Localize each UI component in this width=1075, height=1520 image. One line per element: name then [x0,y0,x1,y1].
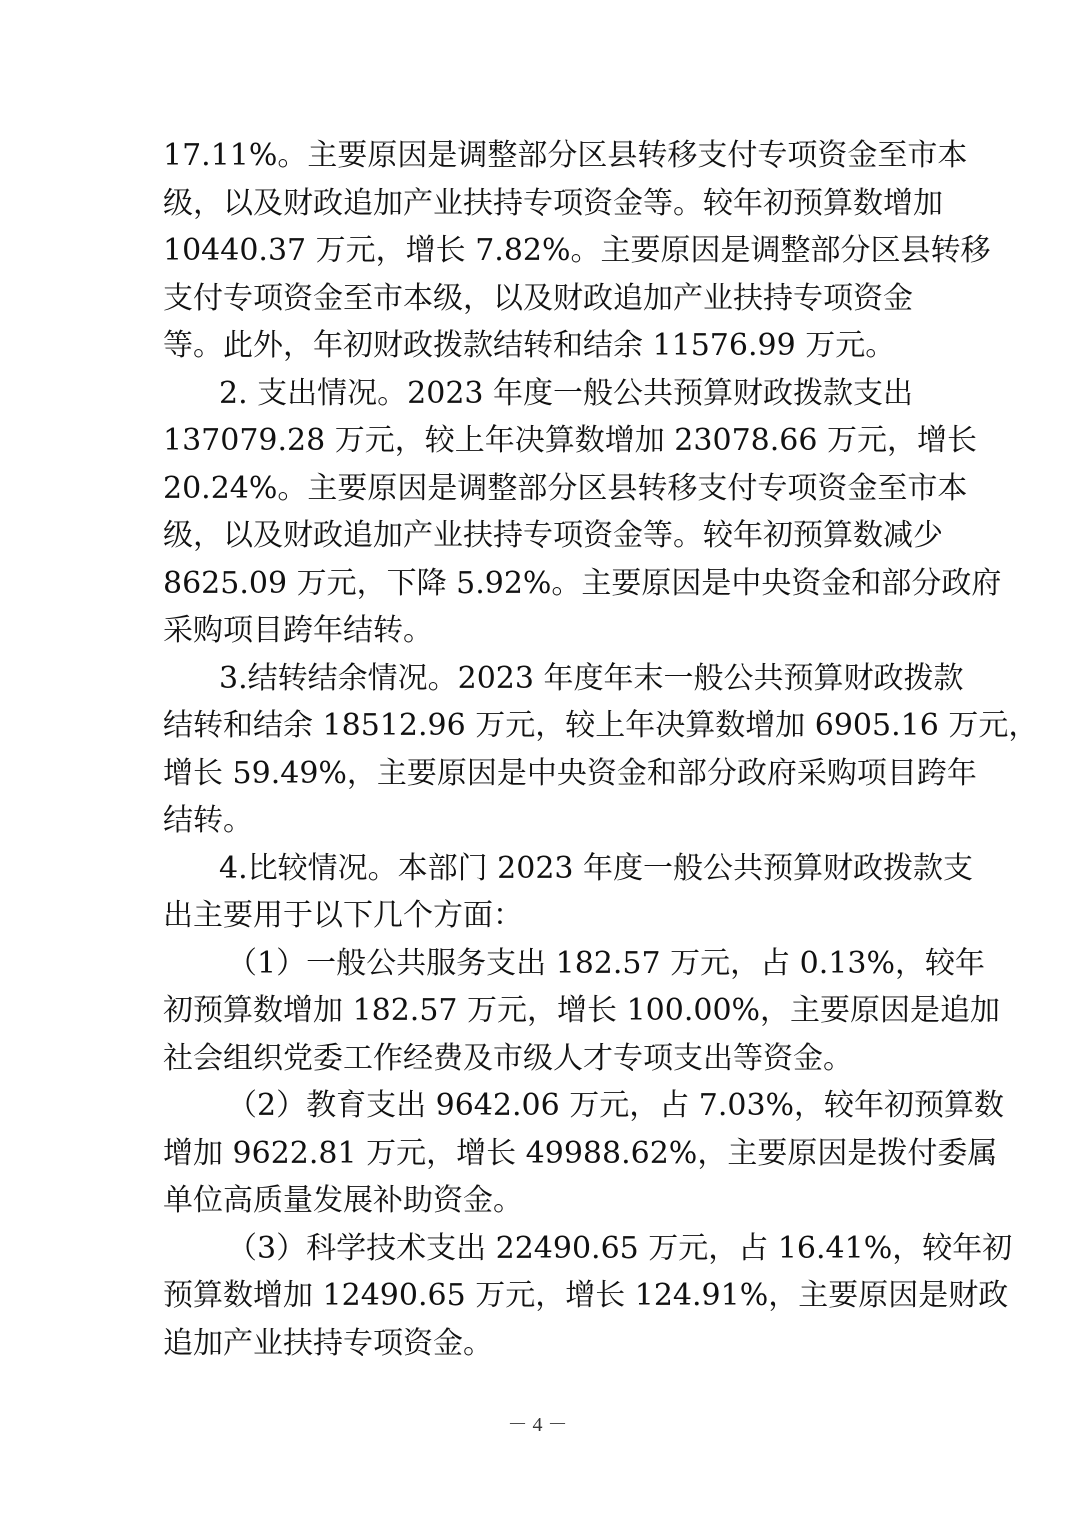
text-line: 4.比较情况。本部门 2023 年度一般公共预算财政拨款支 [219,850,974,886]
text-line: 采购项目跨年结转。 [163,613,433,648]
text-line: 初预算数增加 182.57 万元，增长 100.00%，主要原因是追加 [163,993,1001,1028]
text-line: 3.结转结余情况。2023 年度年末一般公共预算财政拨款 [219,660,964,696]
text-line: 出主要用于以下几个方面： [163,898,523,933]
text-line: 17.11%。主要原因是调整部分区县转移支付专项资金至市本 [163,138,968,173]
text-line: 结转。 [163,803,253,838]
text-line: 单位高质量发展补助资金。 [163,1183,523,1218]
text-line: 增加 9622.81 万元，增长 49988.62%，主要原因是拨付委属 [163,1135,998,1171]
text-line: 结转和结余 18512.96 万元，较上年决算数增加 6905.16 万元， [163,708,1039,743]
text-line: 20.24%。主要原因是调整部分区县转移支付专项资金至市本 [163,470,968,506]
text-line: 预算数增加 12490.65 万元，增长 124.91%，主要原因是财政 [163,1278,1009,1313]
text-line: 10440.37 万元，增长 7.82%。主要原因是调整部分区县转移 [163,233,991,268]
text-line: 社会组织党委工作经费及市级人才专项支出等资金。 [163,1040,853,1076]
text-line: 137079.28 万元，较上年决算数增加 23078.66 万元，增长 [163,423,977,458]
text-line: 级，以及财政追加产业扶持专项资金等。较年初预算数增加 [163,185,943,221]
text-line: 2. 支出情况。2023 年度一般公共预算财政拨款支出 [219,375,914,411]
body-text [163,132,1039,1367]
text-line: （3）科学技术支出 22490.65 万元，占 16.41%，较年初 [227,1230,1013,1266]
page-number: － 4 － [507,1414,568,1436]
text-line: （1）一般公共服务支出 182.57 万元，占 0.13%，较年 [227,945,985,981]
text-line: 追加产业扶持专项资金。 [163,1325,493,1361]
text-line: 增长 59.49%，主要原因是中央资金和部分政府采购项目跨年 [163,755,977,791]
text-line: 支付专项资金至市本级，以及财政追加产业扶持专项资金 [163,280,913,316]
text-line: 等。此外，年初财政拨款结转和结余 11576.99 万元。 [163,328,896,363]
text-line: （2）教育支出 9642.06 万元，占 7.03%，较年初预算数 [227,1088,1005,1123]
text-line: 8625.09 万元，下降 5.92%。主要原因是中央资金和部分政府 [163,565,1002,601]
text-line: 级，以及财政追加产业扶持专项资金等。较年初预算数减少 [163,518,943,553]
